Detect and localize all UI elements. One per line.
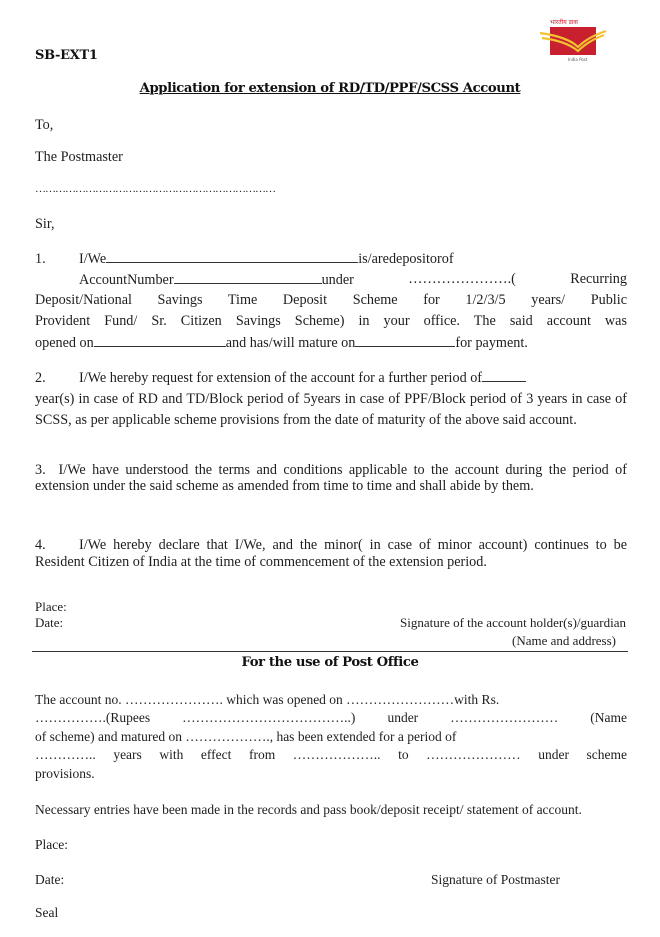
para-4: 4. I/We hereby declare that I/We, and the minor( in case of minor account) continues to be Resident Citizen of India at the time of commencement of the extension period.: [35, 537, 627, 570]
po-line-1: The account no. …………………. which was opened on ……………………with Rs.: [35, 692, 500, 707]
to-label: To,: [35, 117, 54, 133]
india-post-logo-icon: [538, 17, 608, 63]
para-1-line-1: 1. I/We is/aredepositorof: [35, 251, 454, 267]
para-2-line-1: 2. I/We hereby request for extension of the account for a further period of: [35, 368, 627, 388]
extension-years-field[interactable]: [482, 368, 526, 382]
scheme-field[interactable]: ………………….(: [408, 271, 516, 287]
seal-label: Seal: [35, 905, 59, 920]
recipient-label: The Postmaster: [35, 149, 123, 165]
page-title: Application for extension of RD/TD/PPF/SCSS Account: [139, 81, 521, 96]
para-2-number: 2.: [35, 370, 46, 386]
po-place-label: Place:: [35, 837, 68, 852]
po-line-5: provisions.: [35, 766, 95, 781]
postmaster-signature-label: Signature of Postmaster: [431, 872, 560, 887]
po-date-label: Date:: [35, 872, 65, 887]
maturity-date-field[interactable]: [355, 333, 455, 347]
po-line-2: …………….(Rupees ………………………………..) under …………………… (Name: [35, 710, 627, 725]
para-3: 3. I/We have understood the terms and conditions applicable to the account during the period of extension under the said scheme as amended from time to time and shall abide by them.: [35, 462, 628, 494]
para-1-line-3: Deposit/National Savings Time Deposit Scheme for 1/2/3/5 years/ Public: [35, 292, 627, 308]
post-office-section-title: For the use of Post Office: [241, 655, 419, 670]
entries-note: Necessary entries have been made in the records and pass book/deposit receipt/ statement of account.: [35, 802, 582, 817]
date-label: Date:: [35, 615, 64, 630]
account-holder-signature-label: Signature of the account holder(s)/guardian: [400, 615, 626, 630]
para-2-body: year(s) in case of RD and TD/Block period of 5years in case of PPF/Block period of 3 years in case of SCSS, as per applicable scheme provisions from the date of maturity of the above said account.: [35, 391, 627, 428]
form-code: SB-EXT1: [35, 48, 98, 63]
salutation: Sir,: [35, 216, 55, 232]
para-1-line-2: AccountNumber under ………………….( Recurring: [79, 271, 627, 288]
depositor-name-field[interactable]: [106, 249, 358, 263]
po-line-3: of scheme) and matured on ………………., has been extended for a period of: [35, 729, 457, 744]
para-1-line-5: opened on and has/will mature on for payment.: [35, 335, 528, 351]
account-number-field[interactable]: [174, 270, 322, 284]
para-1-number: 1.: [35, 251, 46, 267]
place-label: Place:: [35, 599, 67, 614]
svg-text:India Post: India Post: [568, 57, 588, 62]
po-line-4: ………….. years with effect from ……………….. to ………………… under scheme: [35, 747, 627, 762]
svg-text:भारतीय डाक: भारतीय डाक: [550, 19, 578, 26]
opened-on-date-field[interactable]: [94, 333, 226, 347]
post-office-name-field[interactable]: ………………………………………………………………: [35, 183, 275, 195]
para-1-line-4: Provident Fund/ Sr. Citizen Savings Scheme) in your office. The said account was: [35, 313, 627, 329]
name-address-label: (Name and address): [512, 633, 616, 648]
section-divider: [32, 651, 628, 652]
